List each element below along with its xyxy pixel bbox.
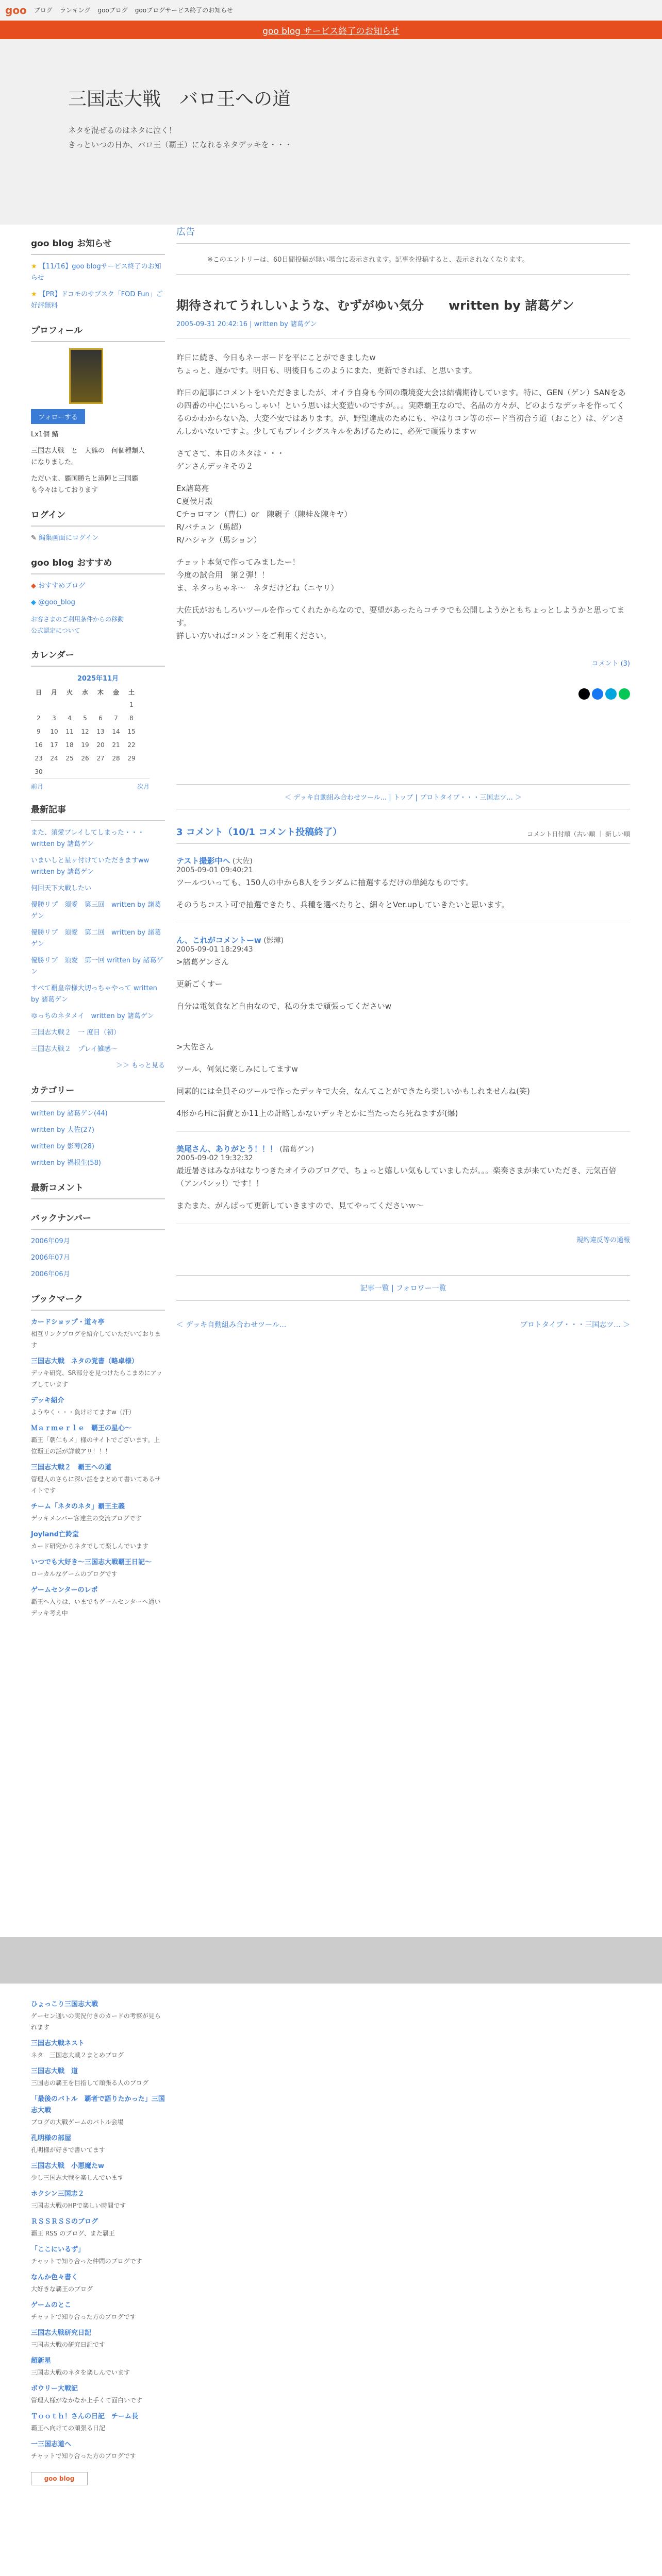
bookmark-link[interactable]: 三国志大戦ネスト [31,2040,85,2047]
backnumber-link[interactable]: 2006年06月 [31,1270,70,1278]
calendar-weekday: 木 [97,688,104,696]
comment-line: >大佐さん [176,1042,214,1052]
footer-goo-logo[interactable]: goo blog [31,2472,88,2485]
bookmark-link[interactable]: ゲームのとこ [31,2301,72,2309]
bookmark-desc: ブログの大戦ゲームのバトル会場 [31,2119,124,2126]
calendar-day: 14 [112,728,120,735]
comments-heading: 3 コメント（10/1 コメント投稿終了） [176,827,342,838]
comment-spacer [176,889,630,899]
bookmark-item [31,1317,165,1351]
post-paragraph: R/バチュン（馬超） [176,522,246,532]
calendar-weekday: 月 [51,688,57,696]
calendar-day: 7 [114,715,118,722]
calendar-day: 17 [50,741,58,749]
bookmark-link[interactable]: 三国志大戦研究日記 [31,2329,92,2337]
recent-item [31,1011,165,1022]
star-icon: ★ [31,263,39,270]
bookmark-desc: ローカルなゲームのブログです [31,1570,118,1578]
calendar-day: 8 [129,715,134,722]
recent-item-link[interactable]: 優勝リプ 須愛 第二回 written by 諸葛ゲン [31,929,161,948]
comment-header [176,1143,630,1154]
bookmark-desc: 三国志大戦のネタを楽しんでいます [31,2369,130,2376]
calendar-month: 2025年11月 [77,675,119,683]
bookmark-link[interactable]: 「ここにいるず」 [31,2246,85,2253]
category-link[interactable]: written by 諸葛ゲン(44) [31,1110,108,1117]
calendar-weekday: 金 [112,688,119,696]
bookmark-item [31,2355,165,2378]
calendar-day: 11 [65,728,74,735]
sidebar-lower [31,1999,165,2485]
calendar-day: 22 [127,741,136,749]
calendar-day: 24 [50,755,58,762]
comment-spacer [176,1190,630,1199]
calendar-weekday: 土 [128,688,135,696]
line-share-icon[interactable] [619,688,630,700]
recent-item [31,883,165,894]
comments-sort[interactable]: コメント日付順（古い順 ｜ 新しい順 [527,831,630,838]
comment-spacer [176,1013,630,1022]
backnumber-link[interactable]: 2006年07月 [31,1254,70,1262]
post-paragraph: R/ハシャク（馬ション） [176,535,261,545]
recommend-heading: goo blog おすすめ [31,555,165,574]
recent-more[interactable]: ＞＞ もっと見る [115,1062,165,1070]
category-item [31,1141,165,1153]
x-share-icon[interactable] [578,688,590,700]
star-icon: ★ [31,291,39,298]
bookmark-item [31,2300,165,2323]
profile-heading: プロフィール [31,323,165,342]
comment-author-meta: (大佐) [230,857,253,866]
post-spacer [176,377,630,386]
post-pager[interactable]: ＜ デッキ自動組み合わせツール... | トップ | プロトタイプ・・・三国志ツ... ＞ [176,784,630,809]
post-paragraph: 今度の試合用 第２弾！！ [176,570,270,580]
comment-spacer [176,1031,630,1041]
calendar-day [77,698,93,711]
calendar-day [62,765,77,778]
bottom-links[interactable]: 記事一覧 | フォロワー一覧 [176,1275,630,1301]
bookmark-desc: 三国志大戦の研究日記です [31,2341,106,2348]
comment-author[interactable]: テスト撮影中へ [176,856,230,866]
calendar-day: 15 [127,728,136,735]
recommend-item-2[interactable]: @goo_blog [38,599,75,606]
calendar-weekday: 日 [35,688,42,696]
recent-item-link[interactable]: 何回天下大戦したい [31,885,92,892]
bookmark-item [31,2133,165,2156]
recent-item [31,855,165,878]
calendar-day: 21 [112,741,120,749]
bookmark-desc: 大好きな覇王のブログ [31,2285,93,2293]
calendar-day [62,698,77,711]
calendar-weekday: 水 [81,688,88,696]
bookmark-desc: 三国志大戦のHPで楽しい時間です [31,2202,126,2209]
post-paragraph: さてさて、本日のネタは・・・ [176,449,285,458]
calendar-day: 3 [52,715,56,722]
report-link[interactable]: 規約違反等の通報 [576,1236,630,1244]
post-spacer [176,473,630,482]
recent-item-link[interactable]: すべて覇皇帝様大切っちゃやって written by 諸葛ゲン [31,985,157,1004]
bookmark-link[interactable]: 「最後のバトル 覇者で語りたかった」三国志大戦 [31,2095,165,2114]
profile-text-2: 三国志大戦 と 大熊の 何個種類人 になりました。 [31,447,145,466]
pager-prev[interactable]: ＜ デッキ自動組み合わせツール... [176,1321,287,1329]
calendar-day: 19 [81,741,89,749]
calendar-prev[interactable]: 前月 [31,783,44,790]
recent-item [31,1044,165,1055]
blog-desc-line2: きっといつの日か、バロ王（覇王）になれるネタデッキを・・・ [68,140,292,149]
bookmark-link[interactable]: なんか色々書く [31,2274,78,2281]
profile-avatar [69,348,103,404]
calendar-day: 18 [65,741,74,749]
post-paragraph: C夏侯月殿 [176,497,213,506]
post-paragraph: 昨日に続き、今日もネーボードを平にことができましたw [176,353,376,362]
bookmark-item [31,1557,165,1580]
recent-heading: 最新記事 [31,802,165,821]
bookmark-desc: 管理人様がなかなか上手くて面白いです [31,2397,143,2404]
comment-author[interactable]: 美尾さん、ありがとう！！！ [176,1144,277,1154]
comment-author-meta: (諸葛ゲン) [277,1145,315,1154]
recent-item-link[interactable]: また、須愛プレイしてしまった・・・ written by 諸葛ゲン [31,829,151,848]
comment-date: 2005-09-02 19:32:32 [176,1154,253,1162]
backnumber-item [31,1236,165,1247]
goo-logo[interactable]: goo [5,4,27,16]
post-paragraph: ちょっと、遅かです。明日も、明後日もこのようにまた、更新できれば、と思います。 [176,366,477,375]
post-paragraph: ゲンさんデッキその２ [176,462,254,471]
comment-item [176,844,630,923]
post-paragraph: ま、ネタっちゃネ～ ネタだけどね（ニヤリ） [176,583,339,592]
post-spacer [176,547,630,556]
bookmark-desc: 管理人のさらに深い話をまとめて書いてあるサイトです [31,1476,161,1494]
bookmark-desc: ネタ 三国志大戦２まとめブログ [31,2052,124,2059]
bookmark-item [31,1462,165,1496]
bookmark-desc: 覇王「朝仁もメ」様のサイトでございます。上位覇王の話が詳載アリ！！！ [31,1436,160,1455]
calendar-day [93,765,108,778]
comment-spacer [176,1054,630,1063]
comment-heading: 最新コメント [31,1180,165,1199]
calendar-day: 28 [112,755,120,762]
comment-spacer [176,969,630,978]
category-heading: カテゴリー [31,1083,165,1102]
recent-item [31,900,165,922]
comment-date: 2005-09-01 18:29:43 [176,945,253,954]
backnumber-item [31,1269,165,1280]
topbar-link-ranking[interactable]: ランキング [59,7,91,14]
profile-text-1: Lx1個 鯖 [31,431,59,438]
bookmark-link[interactable]: 三国志大戦２ 覇王への道 [31,1464,112,1471]
category-link[interactable]: written by 禍根生(58) [31,1159,101,1167]
comment-date: 2005-09-01 09:40:21 [176,866,253,874]
category-link[interactable]: written by 大佐(27) [31,1126,94,1134]
calendar-day [108,698,124,711]
recent-item [31,1027,165,1039]
comment-line: ツール、何気に楽しみにしてますw [176,1064,298,1074]
calendar-day: 4 [68,715,72,722]
ad-heading: 広告 [176,225,630,244]
bookmark-link[interactable]: 三国志大戦 道 [31,2067,78,2075]
top-bar [0,0,662,21]
comment-item [176,1132,630,1224]
comment-line: またまた、がんばって更新していきますので、見てやってくださいｗ～ [176,1201,424,1210]
bookmark-item [31,2439,165,2462]
calendar-day: 27 [96,755,105,762]
bookmark-item [31,1585,165,1619]
notice-item-2[interactable]: 【PR】ドコモのサブスク「FOD Fun」ご好評無料 [31,291,163,310]
calendar-day: 6 [98,715,103,722]
bookmark-item [31,2189,165,2211]
ad-notice: ※このエントリーは、60日間投稿が無い場合に表示されます。記事を投稿すると、表示されなくなります。 [176,244,630,275]
comment-line: 4形からHに消費とか11上の計略しかないデッキとかに当たったら死ねますが(爆) [176,1109,458,1118]
bookmark-item [31,2038,165,2061]
calendar-weekday: 火 [66,688,73,696]
comment-item [176,923,630,1132]
comment-line: 自分は電気食など自由なので、私の分まで頑張ってくださいw [176,1002,391,1011]
comment-header [176,935,630,945]
bookmark-item [31,1501,165,1524]
bookmark-desc: 少し三国志大戦を楽しんでいます [31,2174,124,2181]
comment-line: そのうちコスト可で抽選できたり、兵種を選べたりと、細々とVer.upしていきたいと思います。 [176,900,509,909]
calendar-day: 13 [96,728,105,735]
profile-text-3: ただいま、覇国勝ちと滝陣と三国覇 も今々はしております [31,475,139,494]
bookmark-link[interactable]: 三国志大戦 小悪魔たw [31,2162,105,2170]
notice-heading: goo blog お知らせ [31,236,165,255]
bookmark-link[interactable]: 超新星 [31,2357,52,2365]
blog-title[interactable]: 三国志大戦 バロ王への道 [68,89,291,110]
pager-next[interactable]: プロトタイプ・・・三国志ツ... ＞ [520,1321,630,1329]
bookmark-desc: カード研究からネタでして楽しんでいます [31,1543,149,1550]
post-paragraph: Cチョロマン（曹仁）or 陳親子（陳桂＆陳キヤ） [176,510,352,519]
comment-line: >諸葛ゲンさん [176,957,229,967]
sidebar [31,225,165,1624]
comment-spacer [176,1022,630,1031]
recent-item-link[interactable]: ゆっちのネタメイ written by 諸葛ゲン [31,1012,154,1020]
recent-item-link[interactable]: 三国志大戦２ 一 度目（初） [31,1029,121,1037]
bookmark-link[interactable]: ゲームセンターのレポ [31,1586,98,1594]
share-buttons [176,688,630,702]
comment-line: 最近暑さはみながはなりつきたオイラのブログで、ちょっと嬉しい気もしていましたが。。。楽奏さまが来ていただき、元気百倍（アンパンッ!）です！！ [176,1166,617,1188]
comment-line: 同素的には全員そのツールで作ったデッキで大会、なんてことができたら楽しいかもしれませんね(笑) [176,1087,530,1096]
bookmark-desc: デッキメンバー客達主の交流ブログです [31,1515,142,1522]
bookmark-desc: 覇王へ向けての頑張る日記 [31,2425,106,2432]
bookmark-link[interactable]: Ｍａｒｍｅｒｌｅ 覇王の星心～ [31,1425,132,1432]
bookmark-link[interactable]: 三国志大戦 ネタの覚書（略卓様） [31,1358,139,1365]
category-item [31,1125,165,1136]
bookmark-desc: 相互リンクブログを紹介していただいております [31,1330,161,1349]
post-paragraph: チョット本気で作ってみましたー！ [176,557,300,567]
blog-header [0,39,662,225]
post-paragraph: Ex諸葛亮 [176,484,209,493]
bookmark-item [31,1529,165,1552]
calendar-day: 5 [83,715,87,722]
bookmark-link[interactable]: 一三国志道へ [31,2441,72,2448]
calendar-day: 29 [127,755,136,762]
recommend-item-1[interactable]: おすすめブログ [38,582,86,590]
hatena-share-icon[interactable] [605,688,617,700]
bookmark-item [31,2411,165,2434]
login-link[interactable]: 編集画面にログイン [39,534,99,542]
recent-item-link[interactable]: 優勝リプ 須愛 第三回 written by 諸葛ゲン [31,901,161,920]
comment-line: ツールついっても、150人の中から8人をランダムに抽選するだけの単純なものです。 [176,878,474,887]
recommend-extra-1[interactable]: お客さまのご利用条件からの移動 [31,616,124,623]
bird-icon: ◆ [31,599,39,606]
bookmark-link[interactable]: ホクシン三国志２ [31,2190,85,2198]
blog-icon: ◆ [31,582,39,590]
calendar-day: 1 [129,701,134,708]
calendar-day: 16 [35,741,43,749]
bookmark-desc: デッキ研究、SR部分を見つけたらこまめにアップしています [31,1369,162,1388]
bookmark-link[interactable]: デッキ紹介 [31,1397,64,1404]
comment-count-link[interactable]: コメント (3) [591,660,630,668]
bookmark-item [31,2094,165,2128]
comment-spacer [176,1076,630,1085]
recent-item [31,955,165,978]
bookmark-link[interactable]: 孔明様の部屋 [31,2134,72,2142]
category-item [31,1158,165,1169]
bookmark-item [31,2272,165,2295]
bookmark-link[interactable]: いつでも大好き～三国志大戦覇王日記～ [31,1558,152,1566]
bookmark-desc: 孔明様が好きで書いてます [31,2146,106,2154]
post-title[interactable]: 期待されてうれしいような、むずがゆい気分 written by 諸葛ゲン [176,298,574,313]
comment-spacer [176,1098,630,1107]
bookmark-link[interactable]: ボウリー大戦記 [31,2385,78,2393]
calendar-next[interactable]: 次月 [137,783,150,790]
bookmark-desc: チャットで知り合った方のブログです [31,2452,136,2460]
topbar-link-notice[interactable]: gooブログサービス終了のお知らせ [135,7,233,14]
post-paragraph: 詳しい方いればコメントをご利用ください。 [176,631,332,640]
recent-item [31,827,165,850]
calendar-day: 26 [81,755,89,762]
recent-item [31,983,165,1006]
post-body [176,338,630,642]
bookmark-item [31,2244,165,2267]
calendar-day [124,765,139,778]
bookmark-link[interactable]: ＲＳＳＲＳＳのブログ [31,2218,98,2226]
category-link[interactable]: written by 影薄(28) [31,1143,94,1150]
comment-author-meta: (影薄) [261,937,284,945]
bookmark-item [31,1356,165,1390]
calendar-day: 2 [37,715,41,722]
announcement-banner[interactable]: goo blog サービス終了のお知らせ [0,21,662,39]
calendar-day: 9 [37,728,41,735]
bookmark-desc: チャットで知り合った方のブログです [31,2313,136,2320]
topbar-link-blog[interactable]: ブログ [34,7,53,14]
comment-spacer [176,991,630,1000]
bookmark-link[interactable]: チーム「ネタのネタ」覇王主義 [31,1503,125,1511]
recent-item [31,927,165,950]
calendar-day: 23 [35,755,43,762]
bookmark-desc: ようやく・・・負けけてますw（汗） [31,1409,135,1416]
bookmark-desc: 覇王 RSS のブログ、また覇王 [31,2230,115,2237]
recent-item-link[interactable]: 優勝リプ 須愛 第一回 written by 諸葛ゲン [31,957,163,976]
backnumber-item [31,1252,165,1264]
backnumber-link[interactable]: 2006年09月 [31,1238,70,1245]
calendar-day: 10 [50,728,58,735]
calendar-day: 30 [35,768,43,775]
comment-author[interactable]: ん、これがコメントーw [176,936,261,945]
bookmark-item [31,1423,165,1457]
calendar-heading: カレンダー [31,648,165,667]
bookmark-desc: 三国志の覇王を目指して頑張る人のブログ [31,2079,149,2087]
bookmark-link[interactable]: Joyland亡鈴堂 [31,1531,79,1538]
calendar-day [108,765,124,778]
bookmark-desc: チャットで知り合った仲間のブログです [31,2258,142,2265]
calendar-day [46,698,62,711]
post-paragraph: 大佐氏がおもしろいツールを作ってくれたからなので、要望があったらコチラでも公開しようかともちょっとしようかと思ってます。 [176,605,625,628]
bookmark-link[interactable]: カードショップ・道々亭 [31,1318,105,1326]
bookmark-link[interactable]: ひょっこり三国志大戦 [31,2001,98,2008]
recent-item-link[interactable]: 三国志大戦２ プレイ雑感～ [31,1045,118,1053]
calendar-day [46,765,62,778]
category-item [31,1108,165,1120]
main-content [176,225,630,1330]
post-meta[interactable]: 2005-09-31 20:42:16 | written by 諸葛ゲン [176,320,317,328]
calendar-day [77,765,93,778]
blog-desc-line1: ネタを混ぜるのはネタに泣く！ [68,126,177,135]
bookmark-desc: 覇王へ入りは、いまでもゲームセンターへ通いデッキ考え中 [31,1598,161,1617]
topbar-link-gooblog[interactable]: gooブログ [97,7,128,14]
bookmark-item [31,2328,165,2350]
calendar-day [93,698,108,711]
bookmark-item [31,1395,165,1418]
notice-item-1[interactable]: 【11/16】goo blogサービス終了のお知らせ [31,263,161,282]
calendar-day: 12 [81,728,89,735]
backnumber-heading: バックナンバー [31,1211,165,1230]
bookmark-desc: ゲーセン通いの実況付きのカードの考察が見られます [31,2012,161,2031]
recent-item-link[interactable]: いまいしと星ヶ付けていただきますww written by 諸葛ゲン [31,857,150,876]
pencil-icon: ✎ [31,534,39,542]
calendar-day [31,698,46,711]
post-paragraph: 昨日の記事にコメントをいただきましたが、オイラ自身も今回の環境変大会は結構期待しています。特に、GEN（ゲン）SANをあの四番の中心にいらっしゃい！という思いは大変造いのですが。。。実際覇王なので、名品の方々が、どのようなデッキを作ってくるのかわからない為、大変不安ではあります。が、野望達成のためにも、やはりコン等のボード当初合う道（おこと）は、ゲンさんしかいないですよ。少してもプレイシグスキルをあげるために、必死で頑張りますｗ [176,388,626,436]
grey-band [0,1937,662,1984]
post-spacer [176,438,630,447]
bookmark-item [31,2383,165,2406]
login-heading: ログイン [31,507,165,527]
follow-button[interactable]: フォローする [31,409,85,424]
bookmark-item [31,1999,165,2033]
bookmark-link[interactable]: Ｔｏｏｔｈ！さんの日記 チーム長 [31,2413,139,2420]
bookmark-item [31,2066,165,2089]
post-spacer [176,595,630,604]
bookmark-item [31,2216,165,2239]
bookmark-item [31,2161,165,2183]
bookmark-heading: ブックマーク [31,1292,165,1311]
calendar-day: 25 [65,755,74,762]
recommend-extra-2[interactable]: 公式認定について [31,627,80,634]
comment-header [176,855,630,866]
calendar-table [31,686,139,778]
calendar-day: 20 [96,741,105,749]
facebook-share-icon[interactable] [592,688,603,700]
comment-line: 更新ごくすー [176,979,223,989]
